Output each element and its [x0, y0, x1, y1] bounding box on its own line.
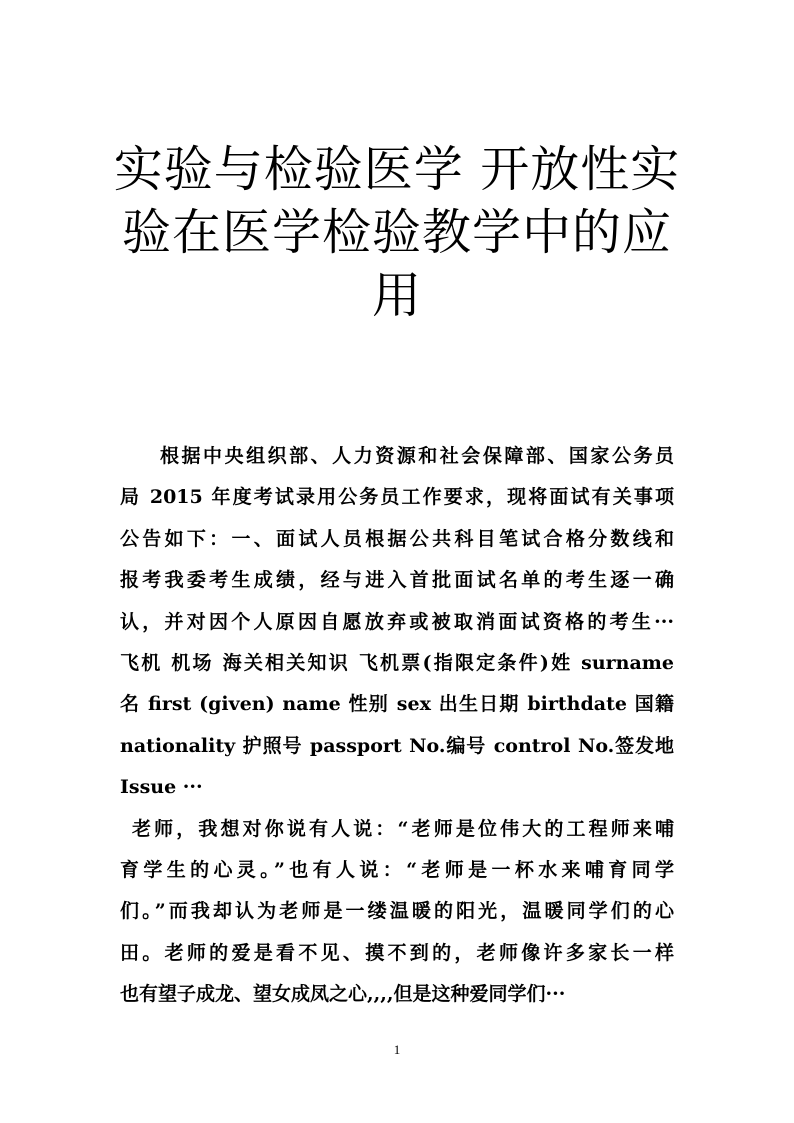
document-body [120, 436, 674, 1015]
text-line: 报考我委考生成绩，经与进入首批面试名单的考生逐一确 [120, 569, 674, 592]
title-line: 实验与检验医学 开放性实 [113, 141, 681, 198]
text-line: 飞机 机场 海关相关知识 飞机票(指限定条件)姓 surname [120, 651, 674, 674]
title-line: 验在医学检验教学中的应 [121, 204, 672, 261]
text-line: 名 first (given) name 性别 sex 出生日期 birthdate 国籍 [120, 693, 674, 716]
text-line: 认，并对因个人原因自愿放弃或被取消面试资格的考生··· [120, 610, 674, 633]
text-line: 田。老师的爱是看不见、摸不到的，老师像许多家长一样 [120, 941, 674, 964]
text-line: nationality 护照号 passport No.编号 control No.签发地 [120, 734, 674, 757]
text-line: 老师，我想对你说有人说：“老师是位伟大的工程师来哺 [132, 817, 674, 840]
title-line: 用 [371, 267, 422, 324]
text-line: 局 2015 年度考试录用公务员工作要求，现将面试有关事项 [120, 486, 674, 509]
text-line: 根据中央组织部、人力资源和社会保障部、国家公务员 [160, 445, 674, 467]
document-title [110, 138, 684, 327]
text-line: Issue ··· [120, 776, 203, 799]
text-line: 公告如下：一、面试人员根据公共科目笔试合格分数线和 [120, 527, 674, 550]
paragraph-teacher [120, 809, 674, 1016]
text-line: 也有望子成龙、望女成凤之心,,,,但是这种爱同学们··· [120, 983, 566, 1006]
text-line: 育学生的心灵。”也有人说：“老师是一杯水来哺育同学 [120, 858, 674, 881]
page-number: 1 [393, 1042, 401, 1057]
paragraph-announcement [120, 436, 674, 809]
text-line: 们。”而我却认为老师是一缕温暖的阳光，温暖同学们的心 [120, 900, 674, 923]
